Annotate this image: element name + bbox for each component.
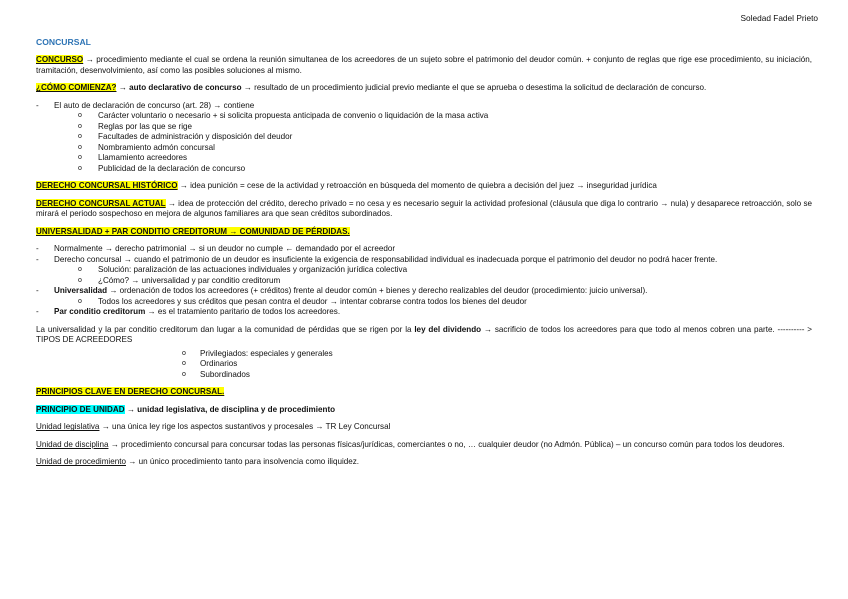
arrow-text: → [116, 83, 130, 93]
definition-text: → idea de protección del crédito, derecho privado = no cesa y es necesario seguir la actividad profesional (cláusula que diga lo contrario → nula) y desaparece retroacción, solo se mirará el periodo sospechoso en mejora de algunos familiares ara que sean créditos subordinados. [36, 198, 812, 219]
paragraph-actual [36, 199, 812, 220]
bold-text: ley del dividendo [414, 324, 482, 334]
universalidad-list [36, 244, 812, 318]
term-universalidad: UNIVERSALIDAD + PAR CONDITIO CREDITORUM → COMUNIDAD DE PÉRDIDAS. [36, 226, 350, 236]
auto-list [36, 101, 812, 175]
paragraph-historico [36, 181, 812, 192]
paragraph-universalidad-heading [36, 227, 812, 238]
list-item [36, 307, 812, 318]
list-item: - Normalmente → derecho patrimonial → si un deudor no cumple ← demandado por el acreedor [36, 244, 812, 255]
definition-text: → resultado de un procedimiento judicial previo mediante el que se aprueba o desestima la solicitud de declaración de concurso. [241, 83, 707, 93]
paragraph-principio-unidad [36, 405, 812, 416]
list-item: o Reglas por las que se rige [78, 122, 812, 133]
list-item: o ¿Cómo? → universalidad y par conditio creditorum [78, 276, 812, 287]
term-unidad-legislativa: Unidad legislativa [36, 422, 100, 432]
list-item: o Todos los acreedores y sus créditos que pesan contra el deudor → intentar cobrarse contra todos los bienes del deudor [78, 297, 812, 308]
list-item [36, 101, 812, 175]
definition-text: → procedimiento mediante el cual se ordena la reunión simultanea de los acreedores de un sujeto sobre el patrimonio del deudor común. + conjunto de reglas que rige ese procedimiento, su iniciación, tramitación, desenvolvimiento, así como las posibles soluciones al mismo. [36, 55, 812, 75]
term-principios: PRINCIPIOS CLAVE EN DERECHO CONCURSAL. [36, 387, 225, 397]
document-title: CONCURSAL [36, 37, 91, 47]
definition-text: → idea punición = cese de la actividad y retroacción en búsqueda del momento de quiebra a decisión del juez → inseguridad jurídica [177, 181, 657, 191]
sublist [54, 265, 812, 286]
paragraph-concurso [36, 55, 812, 76]
term-concurso: CONCURSO [36, 55, 84, 64]
list-item-text: Derecho concursal → cuando el patrimonio de un deudor es insuficiente la exigencia de responsabilidad individual es inadecuada porque el patrimonio del deudor no podrá hacer frente. [54, 254, 718, 264]
list-item: o Subordinados [182, 370, 812, 381]
bold-text: Par conditio creditorum [54, 307, 146, 317]
list-item-text: El auto de declaración de concurso (art. 28) → contiene [54, 100, 255, 110]
list-item-text: → es el tratamiento paritario de todos los acreedores. [145, 307, 341, 317]
bold-text: → unidad legislativa, de disciplina y de procedimiento [124, 404, 336, 414]
term-historico: DERECHO CONCURSAL HISTÓRICO [36, 181, 178, 191]
term-principio-unidad: PRINCIPIO DE UNIDAD [36, 404, 125, 414]
paragraph-unidad-legislativa [36, 422, 812, 433]
bold-text: auto declarativo de concurso [129, 83, 242, 93]
list-item: o Ordinarios [182, 359, 812, 370]
paragraph-text: La universalidad y la par conditio creditorum dan lugar a la comunidad de pérdidas que se rigen por la [36, 324, 415, 334]
definition-text: → procedimiento concursal para concursar todas las personas físicas/jurídicas, comerciantes o no, … cualquier deudor (no Admón. Pública) – un concurso común para todos los deudores. [108, 439, 785, 449]
term-actual: DERECHO CONCURSAL ACTUAL [36, 198, 166, 208]
paragraph-principios-heading [36, 387, 812, 398]
list-item: o Facultades de administración y disposición del deudor [78, 132, 812, 143]
sublist [54, 297, 812, 308]
auto-sublist [54, 111, 812, 174]
paragraph-unidad-disciplina [36, 440, 812, 451]
list-item: o Privilegiados: especiales y generales [182, 349, 812, 360]
paragraph-como-comienza [36, 83, 812, 94]
definition-text: → una única ley rige los aspectos sustantivos y procesales → TR Ley Concursal [99, 422, 391, 432]
paragraph-unidad-procedimiento [36, 457, 812, 468]
list-item [36, 255, 812, 287]
list-item-text: → ordenación de todos los acreedores (+ créditos) frente al deudor común + bienes y derecho realizables del deudor (procedimiento: juicio universal). [107, 286, 648, 296]
list-item [36, 286, 812, 307]
document-body [36, 55, 812, 475]
list-item: o Llamamiento acreedores [78, 153, 812, 164]
list-item: o Solución: paralización de las actuaciones individuales y organización jurídica colectiva [78, 265, 812, 276]
list-item: o Publicidad de la declaración de concurso [78, 164, 812, 175]
term-como-comienza: ¿CÓMO COMIENZA? [36, 83, 117, 93]
author-name: Soledad Fadel Prieto [740, 13, 818, 23]
paragraph-text: → sacrificio de todos los acreedores para que todo al menos cobren una parte. ---------- > TIPOS DE ACREEDORES [36, 324, 813, 345]
bold-text: Universalidad [54, 286, 108, 296]
definition-text: → un único procedimiento tanto para insolvencia como iliquidez. [126, 457, 360, 467]
paragraph-comunidad-perdidas [36, 325, 812, 346]
term-unidad-disciplina: Unidad de disciplina [36, 439, 109, 449]
term-unidad-procedimiento: Unidad de procedimiento [36, 457, 126, 467]
creditor-types-list [36, 349, 812, 381]
list-item: o Nombramiento admón concursal [78, 143, 812, 154]
list-item: o Carácter voluntario o necesario + si solicita propuesta anticipada de convenio o liquidación de la masa activa [78, 111, 812, 122]
